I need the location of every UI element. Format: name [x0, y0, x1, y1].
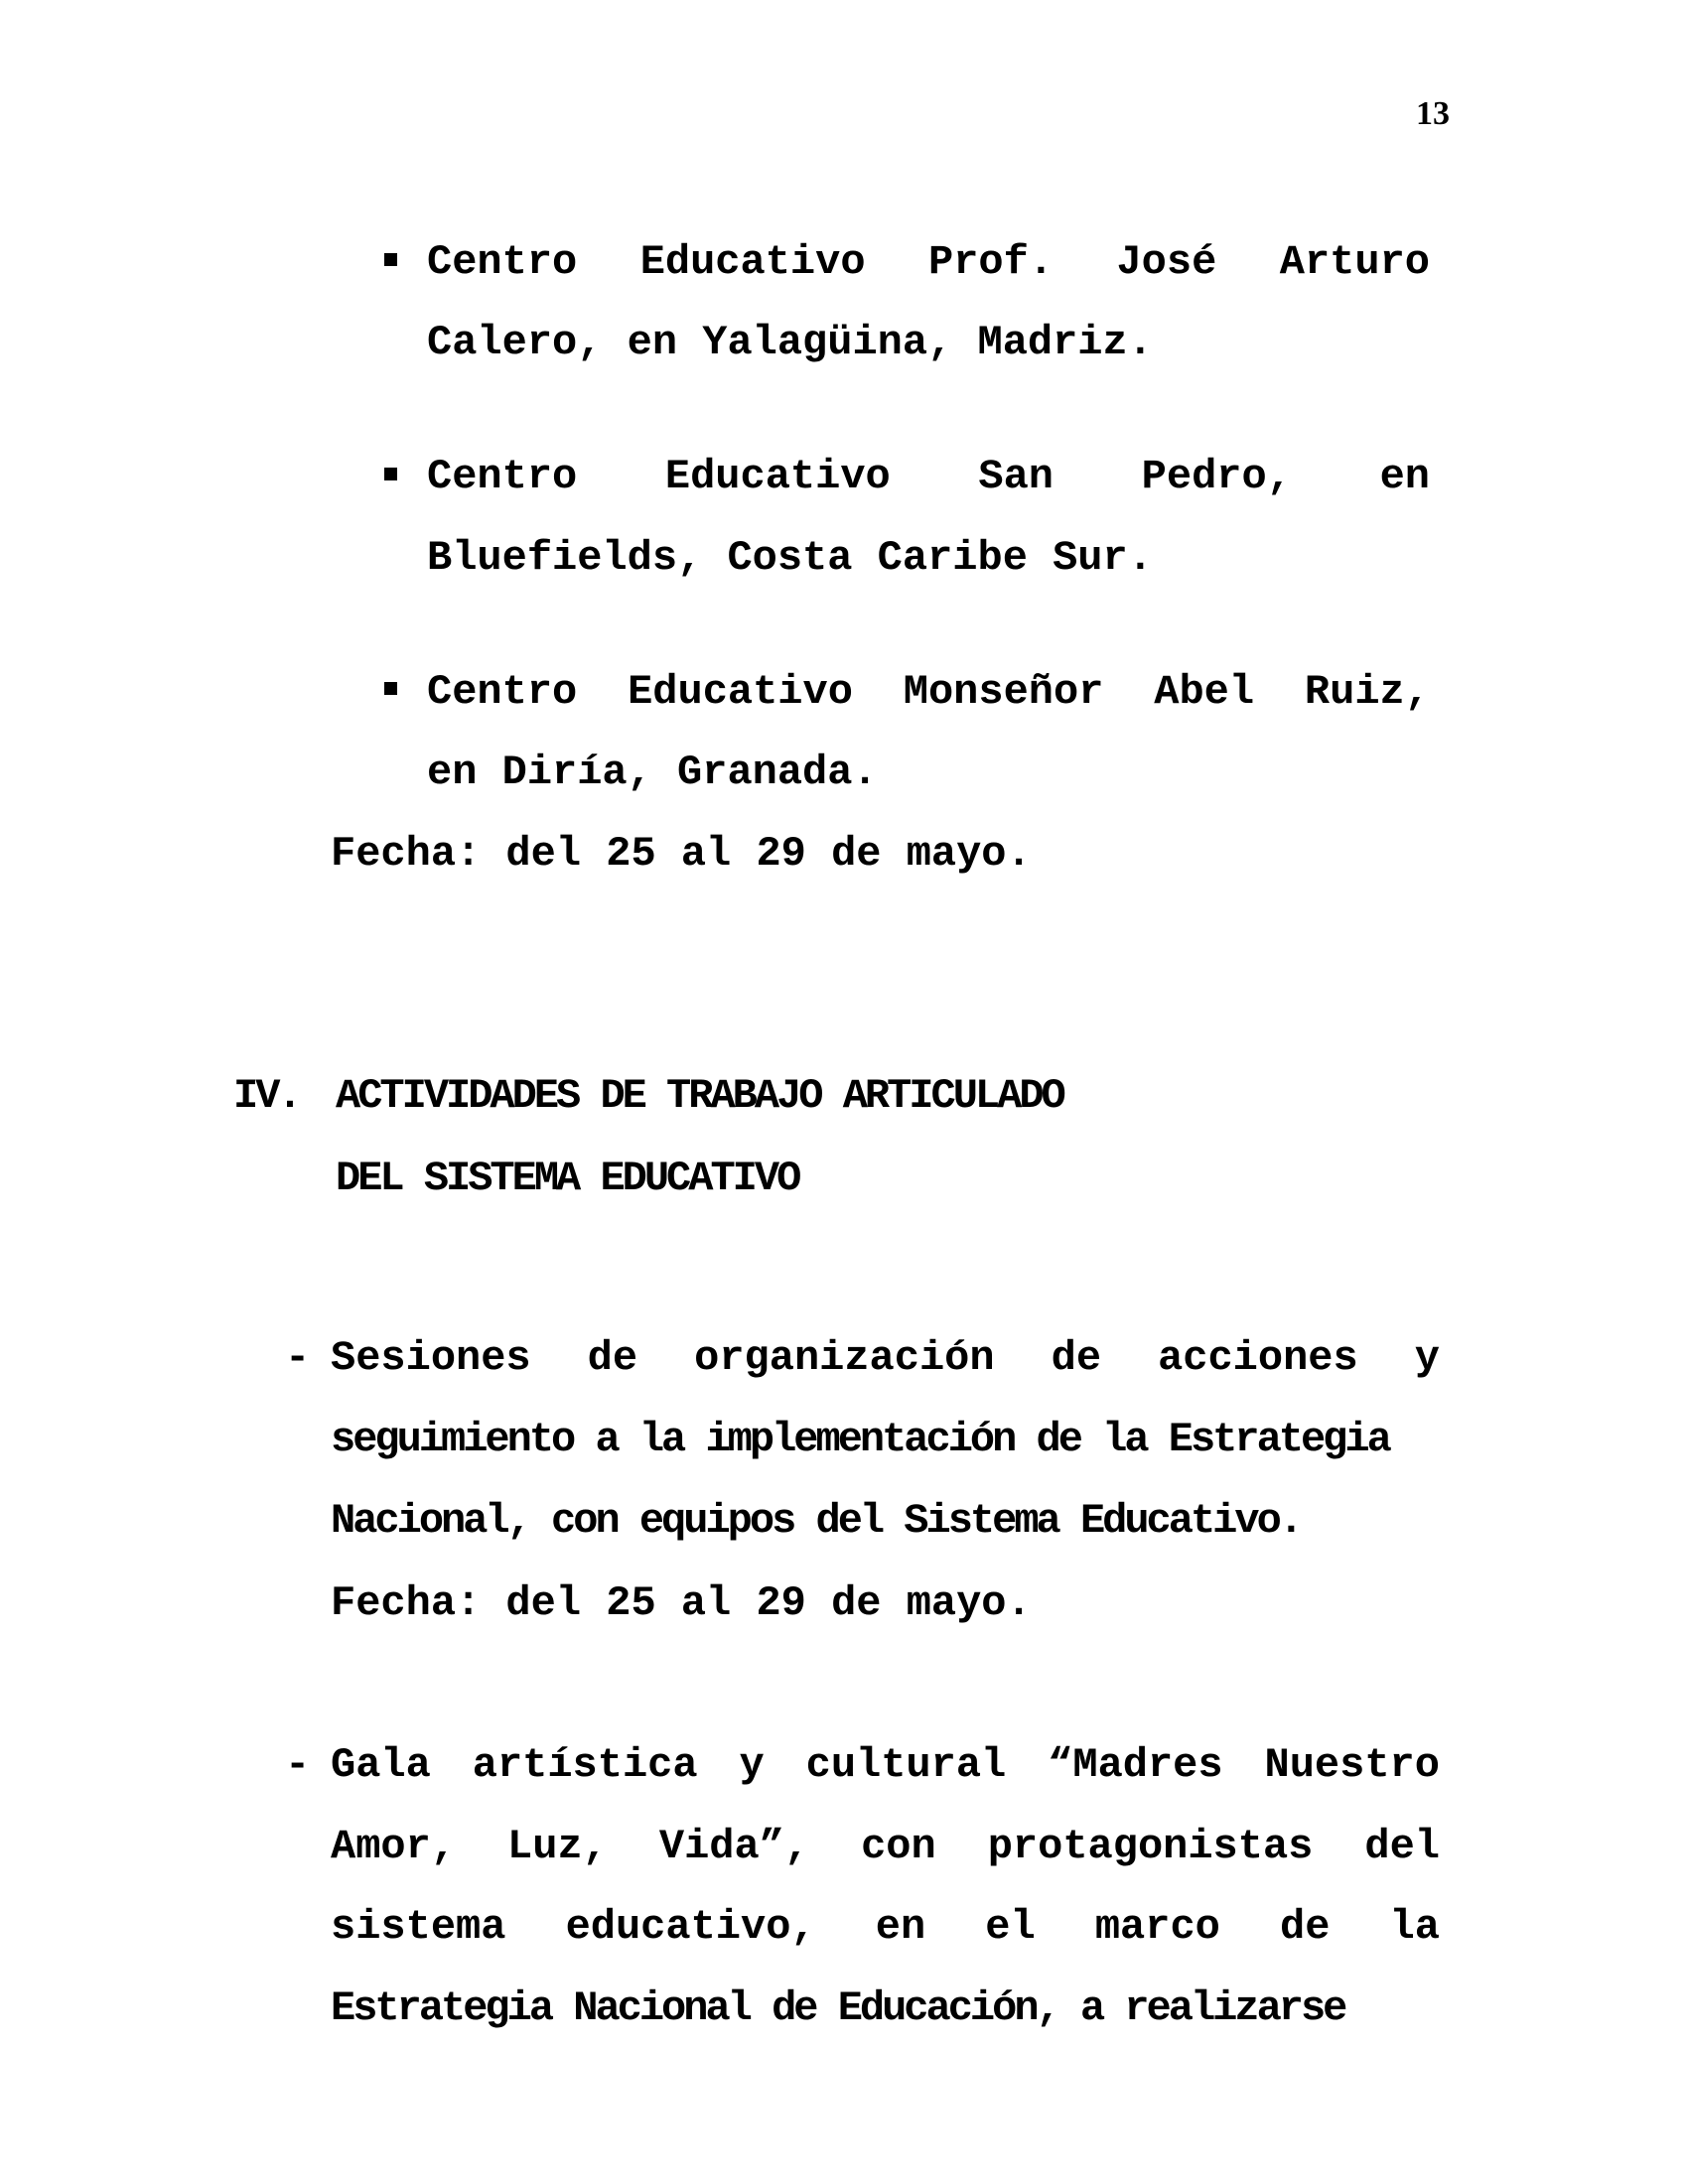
- bullet-square-icon: [384, 468, 397, 480]
- list-item-line: Calero, en Yalagüina, Madriz.: [427, 319, 1153, 366]
- bullet-square-icon: [384, 682, 397, 695]
- list-item-line: Centro Educativo San Pedro, en: [427, 453, 1430, 500]
- page-number: 13: [1416, 95, 1450, 132]
- section-title: ACTIVIDADES DE TRABAJO ARTICULADO: [336, 1072, 1063, 1120]
- activity-line: Gala artística y cultural “Madres Nuestro: [331, 1741, 1440, 1789]
- section-title: DEL SISTEMA EDUCATIVO: [336, 1155, 799, 1202]
- list-item-line: Centro Educativo Prof. José Arturo: [427, 238, 1430, 286]
- list-item-line: Centro Educativo Monseñor Abel Ruiz,: [427, 668, 1430, 716]
- activity-line: Amor, Luz, Vida”, con protagonistas del: [331, 1823, 1440, 1870]
- list-dash: -: [285, 1741, 311, 1789]
- list-item-line: en Diría, Granada.: [427, 749, 878, 796]
- activity-line: sistema educativo, en el marco de la: [331, 1903, 1440, 1951]
- bullet-square-icon: [384, 253, 397, 266]
- activity-line: Sesiones de organización de acciones y: [331, 1334, 1440, 1382]
- activity-line: Estrategia Nacional de Educación, a realizarse: [331, 1984, 1345, 2032]
- activity-line: seguimiento a la implementación de la Estrategia: [331, 1416, 1389, 1463]
- list-dash: -: [285, 1334, 311, 1382]
- section-numeral: IV.: [233, 1072, 300, 1120]
- list-item-line: Bluefields, Costa Caribe Sur.: [427, 534, 1153, 582]
- date-line: Fecha: del 25 al 29 de mayo.: [331, 1579, 1032, 1627]
- activity-line: Nacional, con equipos del Sistema Educativo.: [331, 1497, 1301, 1545]
- date-line: Fecha: del 25 al 29 de mayo.: [331, 830, 1032, 878]
